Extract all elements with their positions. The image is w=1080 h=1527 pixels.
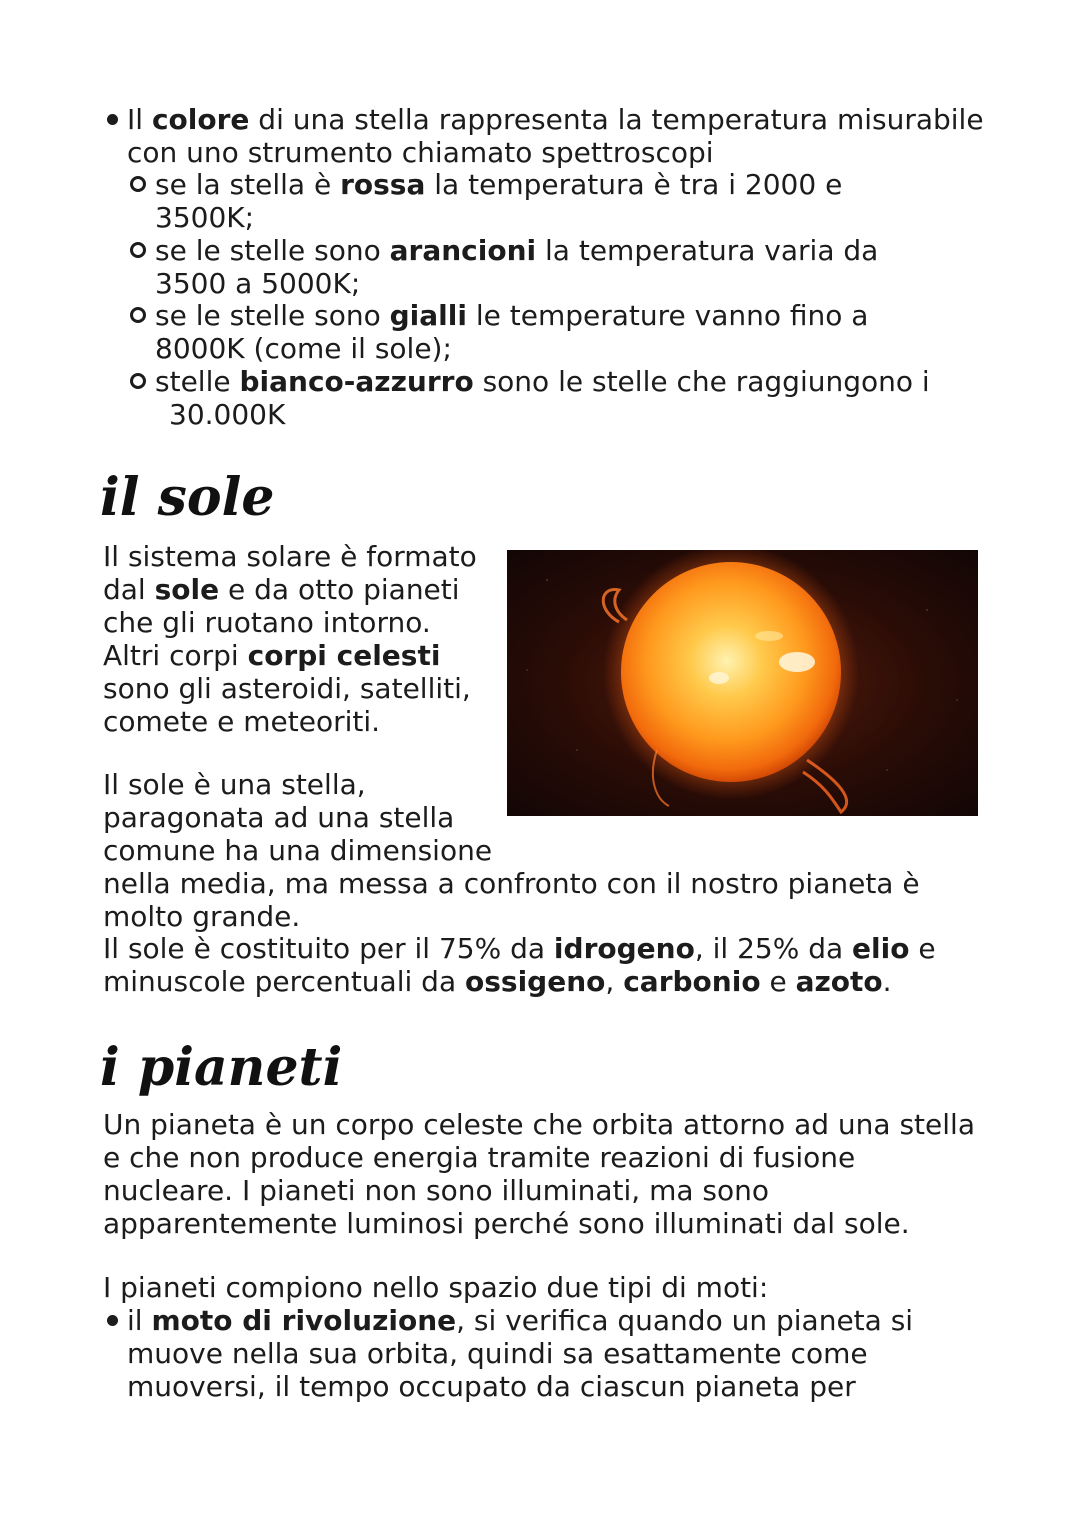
- pianeti-p2: I pianeti compiono nello spazio due tipi di moti:: [103, 1271, 769, 1304]
- sub-item-1-line1: [155, 168, 842, 201]
- text: Altri corpi: [103, 639, 248, 672]
- pianeti-bullet-line3: muoversi, il tempo occupato da ciascun pianeta per: [127, 1370, 856, 1403]
- bold-text: idrogeno: [553, 932, 695, 965]
- pianeti-p1-line1: Un pianeta è un corpo celeste che orbita attorno ad una stella: [103, 1108, 975, 1141]
- pianeti-p1-line3: nucleare. I pianeti non sono illuminati, ma sono: [103, 1174, 770, 1207]
- section-heading-i-pianeti: i pianeti: [100, 1037, 343, 1098]
- sun-disc: [621, 562, 841, 782]
- sole-p1-line5: sono gli asteroidi, satelliti,: [103, 672, 471, 705]
- section-heading-il-sole: il sole: [100, 467, 275, 528]
- bold-text: carbonio: [623, 965, 761, 998]
- color-bullet-line2: con uno strumento chiamato spettroscopi: [127, 136, 714, 169]
- bullet-ring-icon: [130, 307, 146, 323]
- text: minuscole percentuali da: [103, 965, 466, 998]
- sub-item-3-line1: [155, 299, 868, 332]
- text: le temperature vanno fino a: [466, 299, 869, 332]
- sole-p1-line6: comete e meteoriti.: [103, 705, 381, 738]
- text: e: [760, 965, 796, 998]
- text: la temperatura varia da: [536, 234, 879, 267]
- bold-text: bianco-azzurro: [239, 365, 474, 398]
- bold-text: ossigeno: [465, 965, 606, 998]
- bullet-ring-icon: [130, 373, 146, 389]
- bullet-ring-icon: [130, 242, 146, 258]
- text: , il 25% da: [694, 932, 853, 965]
- bold-text: corpi celesti: [247, 639, 441, 672]
- bullet-dot-icon: [107, 1315, 118, 1326]
- text: , si verifica quando un pianeta si: [456, 1304, 914, 1337]
- sun-spot-bright: [779, 652, 815, 672]
- sole-p2-line4: nella media, ma messa a confronto con il nostro pianeta è: [103, 867, 920, 900]
- text: .: [882, 965, 892, 998]
- text: se le stelle sono: [155, 299, 390, 332]
- text: se le stelle sono: [155, 234, 390, 267]
- bold-text: moto di rivoluzione: [151, 1304, 457, 1337]
- bold-text: elio: [852, 932, 910, 965]
- text: se la stella è: [155, 168, 341, 201]
- bold-text: azoto: [795, 965, 883, 998]
- sole-p2-line3: comune ha una dimensione: [103, 834, 493, 867]
- bold-text: gialli: [389, 299, 467, 332]
- text: stelle: [155, 365, 240, 398]
- text: ,: [605, 965, 624, 998]
- sub-item-1-line2: 3500K;: [155, 201, 255, 234]
- sun-spot-bright: [755, 631, 783, 641]
- pianeti-p1-line4: apparentemente luminosi perché sono illuminati dal sole.: [103, 1207, 910, 1240]
- bold-text: colore: [151, 103, 250, 136]
- sole-p3-line2: [103, 965, 892, 998]
- text: e da otto pianeti: [219, 573, 460, 606]
- sole-p1-line4: [103, 639, 440, 672]
- sole-p1-line1: Il sistema solare è formato: [103, 540, 477, 573]
- bold-text: rossa: [340, 168, 426, 201]
- sub-item-4-line2: 30.000K: [169, 398, 286, 431]
- color-bullet-line1: [127, 103, 984, 136]
- text: il: [127, 1304, 152, 1337]
- sub-item-2-line2: 3500 a 5000K;: [155, 267, 361, 300]
- sole-p2-line1: Il sole è una stella,: [103, 768, 366, 801]
- sun-spot-bright: [709, 672, 729, 684]
- text: dal: [103, 573, 155, 606]
- sole-p1-line2: [103, 573, 460, 606]
- sole-p1-line3: che gli ruotano intorno.: [103, 606, 431, 639]
- pianeti-bullet-line1: [127, 1304, 913, 1337]
- bold-text: arancioni: [389, 234, 537, 267]
- text: di una stella rappresenta la temperatura misurabile: [249, 103, 984, 136]
- text: sono le stelle che raggiungono i: [473, 365, 930, 398]
- sub-item-3-line2: 8000K (come il sole);: [155, 332, 452, 365]
- text: Il: [127, 103, 152, 136]
- text: la temperatura è tra i 2000 e: [425, 168, 843, 201]
- bullet-dot-icon: [107, 114, 118, 125]
- sub-item-2-line1: [155, 234, 878, 267]
- sun-photo-icon: [507, 550, 978, 816]
- bold-text: sole: [154, 573, 220, 606]
- bullet-ring-icon: [130, 176, 146, 192]
- text: e: [909, 932, 936, 965]
- sub-item-4-line1: [155, 365, 930, 398]
- sole-p3-line1: [103, 932, 936, 965]
- pianeti-p1-line2: e che non produce energia tramite reazioni di fusione: [103, 1141, 856, 1174]
- text: Il sole è costituito per il 75% da: [103, 932, 554, 965]
- sun-illustration: [507, 550, 978, 816]
- sole-p2-line2: paragonata ad una stella: [103, 801, 455, 834]
- pianeti-bullet-line2: muove nella sua orbita, quindi sa esattamente come: [127, 1337, 868, 1370]
- sole-p2-line5: molto grande.: [103, 900, 301, 933]
